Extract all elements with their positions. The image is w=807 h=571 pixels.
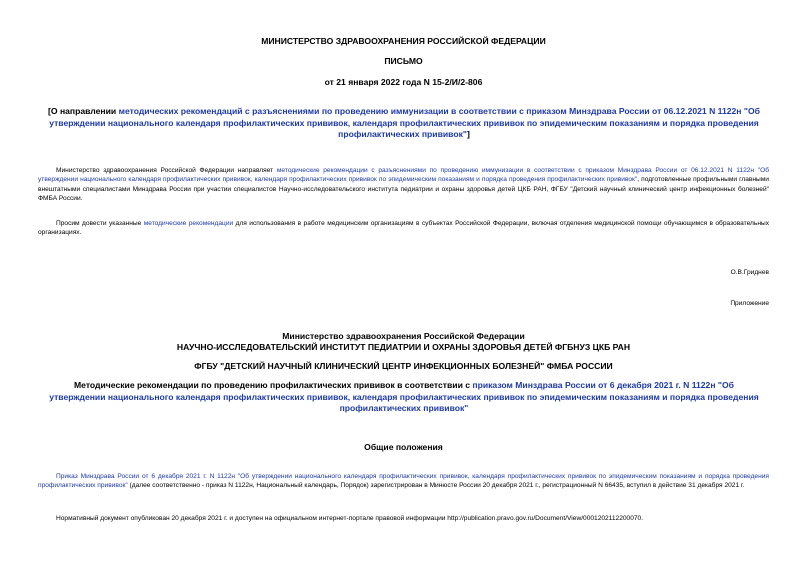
publication-note: Нормативный документ опубликован 20 декабря 2021 г. и доступен на официальном интернет-портале правовой информации http://publication.pravo.gov.ru/Document/View/0001202112200070.	[56, 515, 644, 522]
signature: О.В.Гриднев	[730, 269, 769, 276]
document-subject	[48, 106, 760, 141]
appendix-center: ФГБУ "ДЕТСКИЙ НАУЧНЫЙ КЛИНИЧЕСКИЙ ЦЕНТР ИНФЕКЦИОННЫХ БОЛЕЗНЕЙ" ФМБА РОССИИ	[194, 361, 613, 371]
appendix-institute: НАУЧНО-ИССЛЕДОВАТЕЛЬСКИЙ ИНСТИТУТ ПЕДИАТРИИ И ОХРАНЫ ЗДОРОВЬЯ ДЕТЕЙ ФГБНУЗ ЦКБ РАН	[176, 342, 631, 352]
document-type: ПИСЬМО	[384, 56, 423, 66]
section-order-link[interactable]: Приказ Минздрава России от 6 декабря 2021 г. N 1122н "Об утверждении национального календаря профилактических прививок, календаря профилактических прививок по эпидемическим показаниям и порядка проведения профилактических прививок"	[38, 473, 769, 490]
p2-text-post: для использования в работе медицинским организациям в субъектах Российской Федерации, включая отделения медицинской помощи обучающимся в образовательных организациях.	[38, 220, 770, 237]
p1-text-post: , подготовленные профильными главными внештатными специалистами Минздрава России при участии специалистов Научно-исследовательского института педиатрии и охраны здоровья детей ЦКБ РАН, ФГБУ "Детский научный клинический центр инфекционных болезней" ФМБА России.	[38, 176, 769, 202]
subject-close: ]	[466, 129, 470, 140]
p2-text-pre: Просим довести указанные	[56, 220, 144, 227]
body-paragraph-2	[38, 219, 769, 238]
section-text-post: (далее соответственно - приказ N 1122н, Национальный календарь, Порядок) зарегистрирован в Минюсте России 20 декабря 2021 г., регистрационный N 66435, вступил в действие 31 декабря 2021 г.	[127, 482, 745, 490]
body-paragraph-1	[38, 166, 769, 203]
p1-recommendations-link[interactable]: методические рекомендации с разъяснениями по проведению иммунизации в соответствии с приказом Минздрава России от 06.12.2021 N 1122н "Об утверждении национального календаря профилактических прививок, календаря профилактических прививок по эпидемическим показаниям и порядка проведения профилактических прививок"	[38, 167, 769, 184]
section-paragraph	[38, 472, 769, 491]
p1-text-pre: Министерство здравоохранения Российской Федерации направляет	[56, 167, 277, 174]
subject-link[interactable]: методических рекомендаций с разъяснениями по проведению иммунизации в соответствии с приказом Минздрава России от 06.12.2021 N 1122н "Об утверждении национального календаря профилактических прививок, календаря профилактических прививок по эпидемическим показаниям и порядка проведения профилактических прививок"	[49, 106, 760, 140]
appendix-ministry: Министерство здравоохранения Российской Федерации	[282, 331, 525, 341]
section-heading: Общие положения	[364, 442, 443, 452]
title-text-pre: Методические рекомендации по проведению профилактических прививок в соответствии с	[74, 380, 473, 390]
ministry-heading: МИНИСТЕРСТВО ЗДРАВООХРАНЕНИЯ РОССИЙСКОЙ ФЕДЕРАЦИИ	[261, 36, 546, 46]
subject-open: [О направлении	[48, 106, 119, 116]
title-order-link[interactable]: приказом Минздрава России от 6 декабря 2021 г. N 1122н "Об утверждении национального календаря профилактических прививок, календаря профилактических прививок по эпидемическим показаниям и порядка проведения профилактических прививок"	[49, 380, 759, 414]
document-date-number: от 21 января 2022 года N 15-2/И/2-806	[324, 77, 483, 87]
appendix-label: Приложение	[730, 300, 769, 307]
p2-recommendations-link[interactable]: методические рекомендации	[143, 220, 234, 227]
recommendations-title	[48, 380, 760, 415]
